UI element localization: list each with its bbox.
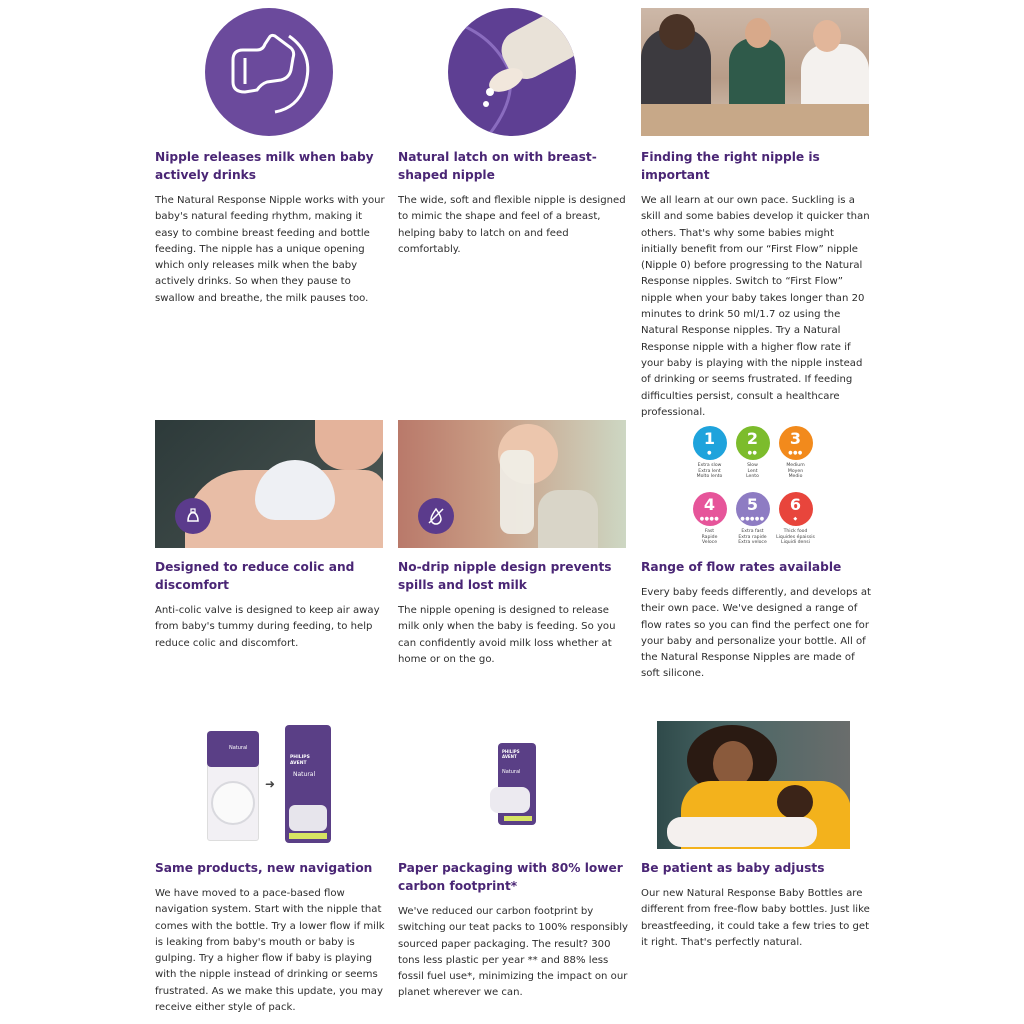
- feature-body: Our new Natural Response Baby Bottles are different from free-flow baby bottles. Just like breastfeeding, it could take a few tries to get it right. That's perfectly natural.: [641, 888, 870, 948]
- old-new-packaging-image: [155, 721, 383, 849]
- nipple-in-hand-photo: [155, 420, 383, 548]
- old-pack: Natural: [207, 731, 259, 767]
- feature-title: Be patient as baby adjusts: [641, 861, 825, 875]
- feature-body: Anti-colic valve is designed to keep air away from baby's tummy during feeding, to help reduce colic and discomfort.: [155, 605, 380, 649]
- feature-title: Natural latch on with breast-shaped nipple: [398, 150, 597, 182]
- feature-body: We have moved to a pace-based flow navigation system. Start with the nipple that comes with the bottle. Try a lower flow if milk is leaking from baby's mouth or baby is gulping. Try a higher flow if baby is playing with the nipple instead of drinking or seems frustrated. As we make this update, you may receive either style of pack.: [155, 888, 385, 1014]
- feature-title: Paper packaging with 80% lower carbon footprint*: [398, 861, 623, 893]
- feature-title: Designed to reduce colic and discomfort: [155, 560, 355, 592]
- feature-body: The nipple opening is designed to release milk only when the baby is feeding. So you can confidently avoid milk loss whether at home or on the go.: [398, 605, 616, 665]
- feature-card-paper-packaging: [398, 721, 628, 1002]
- feature-card-nipple-release: [155, 8, 385, 307]
- arrow-right-icon: ➜: [265, 777, 276, 791]
- feature-title: Range of flow rates available: [641, 560, 842, 574]
- feature-card-right-nipple: [641, 8, 871, 421]
- flow-rate-1: 1 ● Extra slow Extra lent Molto lento: [687, 426, 732, 480]
- feature-card-be-patient: [641, 721, 871, 951]
- mother-baby-photo: [657, 721, 850, 849]
- breast-bottle-illustration: [448, 8, 576, 136]
- no-drip-icon: [418, 498, 454, 534]
- feature-card-natural-latch: [398, 8, 628, 258]
- feature-card-flow-rates: [641, 420, 871, 683]
- feature-image-latch: [398, 8, 626, 136]
- feature-title: Nipple releases milk when baby actively drinks: [155, 150, 374, 182]
- paper-pack-image: [398, 721, 626, 849]
- flow-rate-chart: [641, 420, 869, 548]
- feature-body: We all learn at our own pace. Suckling is a skill and some babies develop it quicker than others. That's why some babies might initially benefit from our “First Flow” nipple (Nipple 0) before progressing to the Natural Response nipples. Switch to “First Flow” nipple when your baby takes longer than 20 minutes to drink 50 ml/1.7 oz using the Natural Response nipples. Try a Natural Response nipple with a higher flow rate if your baby is playing with the nipple instead of drinking or seems frustrated. If feeding difficulties persist, consult a healthcare professional.: [641, 195, 870, 418]
- feature-card-navigation: [155, 721, 385, 1016]
- feature-title: Same products, new navigation: [155, 861, 373, 875]
- new-pack: PHILIPS AVENT Natural: [285, 725, 331, 843]
- flow-rate-5: 5 ●●●●● Extra fast Extra rapide Extra veloce: [730, 492, 775, 546]
- feature-title: Finding the right nipple is important: [641, 150, 820, 182]
- feature-body: The wide, soft and flexible nipple is designed to mimic the shape and feel of a breast, helping baby to latch on and feed comfortably.: [398, 195, 626, 255]
- nipple-outline-icon: [205, 8, 333, 136]
- feature-image-nipple-icon: [155, 8, 383, 136]
- feature-card-colic: [155, 420, 385, 652]
- baby-bottle-photo: [398, 420, 626, 548]
- flow-rate-6: 6 ◆ Thick food Liquides épaissis Liquidi densi: [773, 492, 818, 546]
- flow-rate-4: 4 ●●●● Fast Rapide Veloce: [687, 492, 732, 546]
- anti-colic-valve-icon: [175, 498, 211, 534]
- feature-card-no-drip: [398, 420, 628, 668]
- flow-rate-3: 3 ●●● Medium Moyen Medio: [773, 426, 818, 480]
- feature-body: Every baby feeds differently, and develops at their own pace. We've designed a range of flow rates so you can find the perfect one for your baby and personalize your bottle. All of the Natural Response Nipples are made of soft silicone.: [641, 587, 871, 680]
- paper-pack: PHILIPS AVENT Natural: [498, 743, 536, 825]
- feature-body: The Natural Response Nipple works with your baby's natural feeding rhythm, making it easy to combine breast feeding and bottle feeding. The nipple has a unique opening which only releases milk when the baby actively drinks. So when they pause to swallow and breathe, the milk pauses too.: [155, 195, 385, 304]
- feature-body: We've reduced our carbon footprint by switching our teat packs to 100% responsibly sourced paper packaging. The result? 300 tons less plastic per year ** and 88% less fossil fuel use*, minimizing the impact on our planet wherever we can.: [398, 906, 628, 999]
- family-photo: [641, 8, 869, 136]
- flow-rate-2: 2 ●● Slow Lent Lento: [730, 426, 775, 480]
- feature-title: No-drip nipple design prevents spills and lost milk: [398, 560, 612, 592]
